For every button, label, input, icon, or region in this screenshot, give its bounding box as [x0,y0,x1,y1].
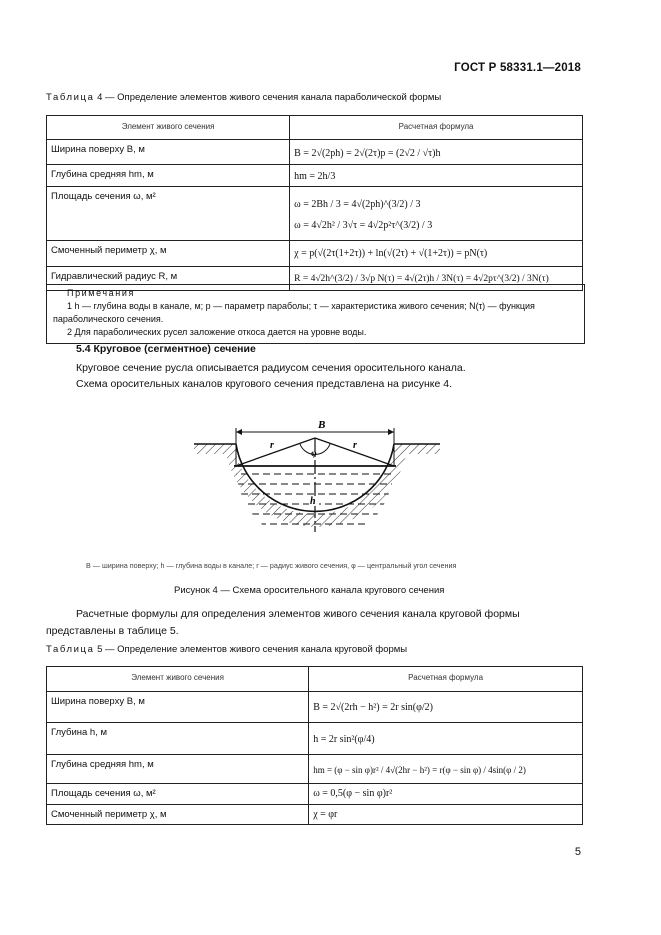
table4 [46,115,583,291]
note-2: 2 Для параболических русел заложение откоса дается на уровне воды. [67,327,367,337]
radius-left [236,438,315,466]
table4-col-formula: Расчетная формула [290,116,583,140]
table4-row4-formula: χ = p(√(2τ(1+2τ)) + ln(√(2τ) + √(1+2τ)) = pN(τ) [290,241,583,267]
table4-caption-text: 4 — Определение элементов живого сечения канала параболической формы [94,92,442,103]
table4-row2-formula: hm = 2h/3 [290,165,583,187]
paragraph-3: Расчетные формулы для определения элементов живого сечения канала круговой формы представлены в таблице 5. [46,608,520,637]
table5-row5-element: Смоченный периметр χ, м [47,805,309,825]
table4-row2-element: Глубина средняя hm, м [47,165,290,187]
figure-caption: Рисунок 4 — Схема оросительного канала кругового сечения [174,585,445,596]
label-b: B [318,419,326,431]
table-row [47,784,583,805]
table4-col-element: Элемент живого сечения [47,116,290,140]
table5-header-row [47,667,583,692]
table5-row3-formula: hm = (φ − sin φ)r² / 4√(2hr − h²) = r(φ − sin φ) / 4sin(φ / 2) [309,755,583,784]
table4-row5-formula: R = 4√2h^(3/2) / 3√p N(τ) = 4√(2τ)h / 3N(τ) = 4√2pτ^(3/2) / 3N(τ) [290,267,583,291]
page-number: 5 [574,846,581,858]
table-row [47,692,583,723]
table4-row4-element: Смоченный периметр χ, м [47,241,290,267]
table4-row3-formula-a: ω = 2Bh / 3 = 4√(2ph)^(3/2) / 3 [294,199,421,210]
table-row [47,723,583,755]
table5-row2-element: Глубина h, м [47,723,309,755]
table4-caption-prefix: Таблица [46,92,95,103]
table4-caption [46,92,441,103]
table-row [47,165,583,187]
table4-row3-formula [290,187,583,241]
bed-hatch [226,454,406,527]
table5-caption [46,644,407,655]
label-h: h [310,496,316,507]
table-row [47,140,583,165]
table-row [47,755,583,784]
table5-col-element: Элемент живого сечения [47,667,309,692]
table4-row1-formula: B = 2√(2ph) = 2√(2τ)p = (2√2 / √τ)h [290,140,583,165]
table5-row5-formula: χ = φr [309,805,583,825]
notes-title: Примечания [67,288,135,298]
document-header: ГОСТ Р 58331.1—2018 [454,62,581,74]
figure-legend: B — ширина поверху; h — глубина воды в канале; r — радиус живого сечения, φ — центральный угол сечения [86,561,457,570]
table4-row3-element: Площадь сечения ω, м² [47,187,290,241]
note-1: 1 h — глубина воды в канале, м; p — параметр параболы; τ — характеристика живого сечения; N(τ) — функция параболического сечения. [53,301,535,324]
table-row [47,187,583,241]
table4-row3-formula-b: ω = 4√2h² / 3√τ = 4√2p²τ^(3/2) / 3 [294,220,433,231]
section-title: 5.4 Круговое (сегментное) сечение [76,343,256,355]
table5-caption-text: 5 — Определение элементов живого сечения канала круговой формы [94,644,408,655]
table-row [47,241,583,267]
section-paragraph-1: Круговое сечение русла описывается радиусом сечения оросительного канала. [76,362,466,374]
table5-row1-element: Ширина поверху B, м [47,692,309,723]
table4-header-row [47,116,583,140]
label-r-right: r [353,440,357,451]
table5-row1-formula: B = 2√(2rh − h²) = 2r sin(φ/2) [309,692,583,723]
table5-row4-element: Площадь сечения ω, м² [47,784,309,805]
table5-row3-element: Глубина средняя hm, м [47,755,309,784]
section-paragraph-2: Схема оросительных каналов кругового сечения представлена на рисунке 4. [76,378,453,390]
table4-row5-element: Гидравлический радиус R, м [47,267,290,291]
table5 [46,666,583,825]
table4-notes [46,284,585,344]
ground-right-hatch [394,444,440,454]
table5-col-formula: Расчетная формула [309,667,583,692]
label-r-left: r [270,440,274,451]
table5-row4-formula: ω = 0,5(φ − sin φ)r² [309,784,583,805]
channel-diagram [190,410,452,546]
table4-row1-element: Ширина поверху B, м [47,140,290,165]
table5-caption-prefix: Таблица [46,644,95,655]
table5-row2-formula: h = 2r sin²(φ/4) [309,723,583,755]
label-phi: φ [311,448,317,458]
table-row [47,805,583,825]
ground-left-hatch [194,444,236,454]
